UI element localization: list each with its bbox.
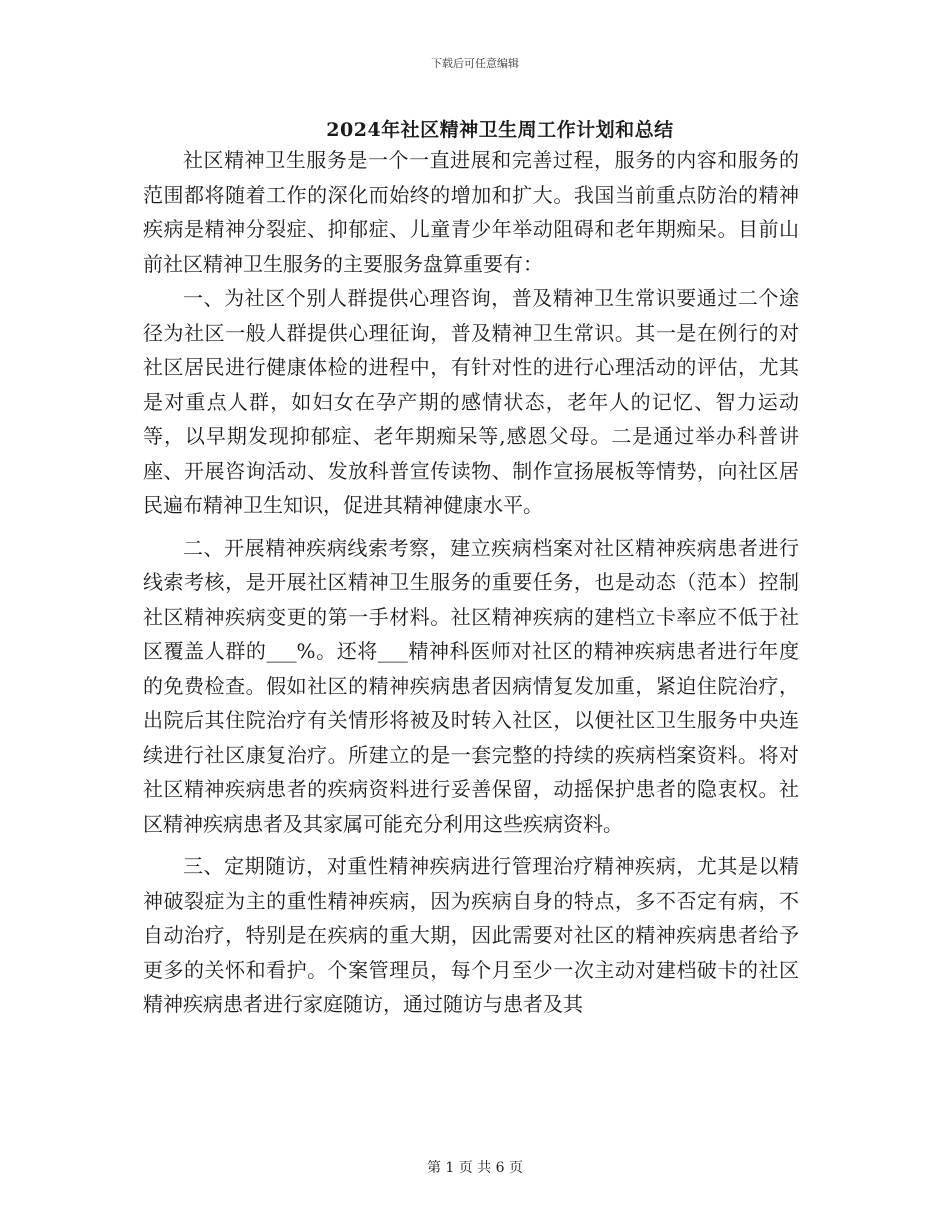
paragraph-section-1: 一、为社区个别人群提供心理咨询，普及精神卫生常识要通过二个途径为社区一般人群提供心理征询，普及精神卫生常识。其一是在例行的对社区居民进行健康体检的进程中，有针对性的进行心理活动的评估，尤其是对重点人群，如妇女在孕产期的感情状态，老年人的记忆、智力运动等，以早期发现抑郁症、老年期痴呆等,感恩父母。二是通过举办科普讲座、开展咨询活动、发放科普宣传读物、制作宣扬展板等情势，向社区居民遍布精神卫生知识，促进其精神健康水平。 bbox=[143, 286, 799, 517]
header-note: 下载后可任意编辑 bbox=[431, 57, 519, 70]
paragraph-section-2: 二、开展精神疾病线索考察，建立疾病档案对社区精神疾病患者进行线索考核，是开展社区精神卫生服务的重要任务，也是动态（范本）控制社区精神疾病变更的第一手材料。社区精神疾病的建档立卡率应不低于社区覆盖人群的___%。还将___精神科医师对社区的精神疾病患者进行年度的免费检查。假如社区的精神疾病患者因病情复发加重，紧迫住院治疗，出院后其住院治疗有关情形将被及时转入社区，以便社区卫生服务中央连续进行社区康复治疗。所建立的是一套完整的持续的疾病档案资料。将对社区精神疾病患者的疾病资料进行妥善保留，动摇保护患者的隐衷权。社区精神疾病患者及其家属可能充分利用这些疾病资料。 bbox=[143, 535, 799, 836]
document-body bbox=[143, 143, 799, 1022]
paragraph-intro: 社区精神卫生服务是一个一直进展和完善过程，服务的内容和服务的范围都将随着工作的深化而始终的增加和扩大。我国当前重点防治的精神疾病是精神分裂症、抑郁症、儿童青少年举动阻碍和老年期痴呆。目前山前社区精神卫生服务的主要服务盘算重要有： bbox=[143, 148, 799, 276]
document-title: 2024年社区精神卫生周工作计划和总结 bbox=[326, 119, 674, 141]
paragraph-section-3: 三、定期随访，对重性精神疾病进行管理治疗精神疾病，尤其是以精神破裂症为主的重性精神疾病，因为疾病自身的特点，多不否定有病，不自动治疗，特别是在疾病的重大期，因此需要对社区的精神疾病患者给予更多的关怀和看护。个案管理员，每个月至少一次主动对建档破卡的社区精神疾病患者进行家庭随访，通过随访与患者及其 bbox=[143, 854, 799, 1016]
page-number: 第 1 页 共 6 页 bbox=[426, 1160, 524, 1176]
